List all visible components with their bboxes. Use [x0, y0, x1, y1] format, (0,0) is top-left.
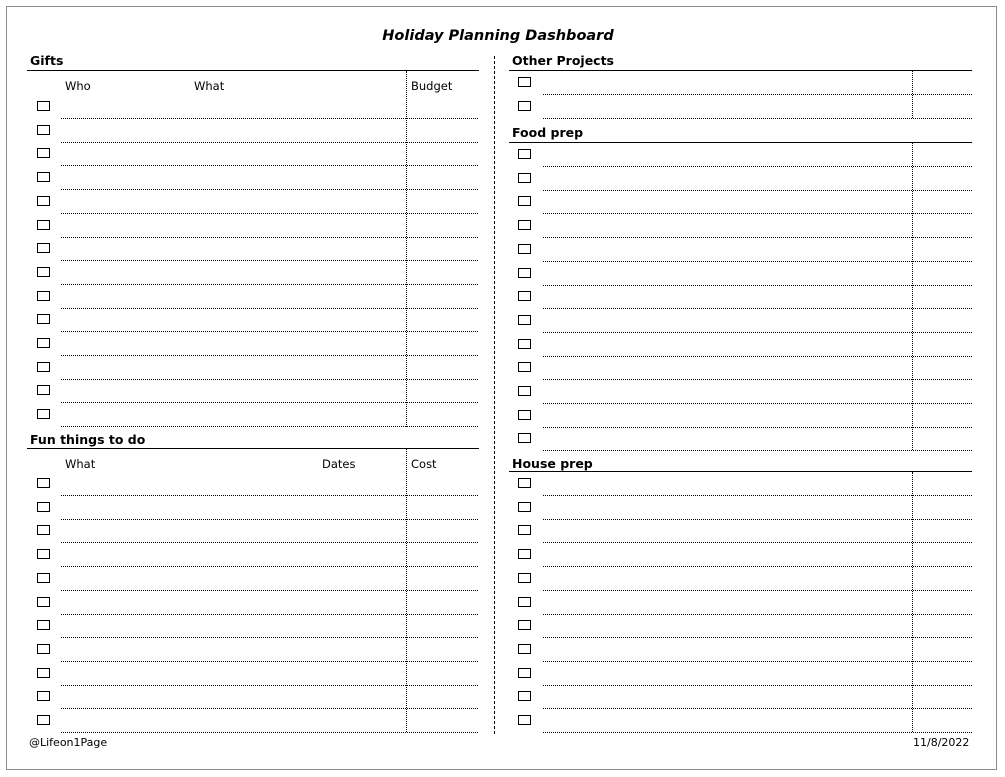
fun-checkbox[interactable] — [37, 478, 50, 488]
gifts-row-line — [61, 379, 478, 380]
house-prep-checkbox[interactable] — [518, 525, 531, 535]
house-prep-row-line — [543, 495, 972, 496]
gifts-checkbox[interactable] — [37, 338, 50, 348]
gifts-row-line — [61, 402, 478, 403]
section-title-gifts: Gifts — [30, 53, 64, 68]
gifts-checkbox[interactable] — [37, 196, 50, 206]
food-prep-checkbox[interactable] — [518, 149, 531, 159]
fun-header-rule — [27, 448, 479, 449]
other-projects-checkbox[interactable] — [518, 77, 531, 87]
house-prep-row-line — [543, 566, 972, 567]
gifts-row-line — [61, 331, 478, 332]
food-prep-row-line — [543, 261, 972, 262]
gifts-row-line — [61, 165, 478, 166]
gifts-row-line — [61, 189, 478, 190]
gifts-checkbox[interactable] — [37, 409, 50, 419]
gifts-row-line — [61, 308, 478, 309]
column-header-dates: Dates — [322, 457, 356, 471]
fun-row-line — [61, 661, 478, 662]
house-prep-checkbox[interactable] — [518, 715, 531, 725]
gifts-checkbox[interactable] — [37, 267, 50, 277]
footer-date: 11/8/2022 — [913, 736, 970, 749]
food-prep-row-line — [543, 213, 972, 214]
gifts-row-line — [61, 355, 478, 356]
gifts-checkbox[interactable] — [37, 220, 50, 230]
food-prep-checkbox[interactable] — [518, 433, 531, 443]
column-header-cost: Cost — [411, 457, 437, 471]
gifts-checkbox[interactable] — [37, 148, 50, 158]
column-header-who: Who — [65, 79, 91, 93]
house-prep-checkbox[interactable] — [518, 597, 531, 607]
other-projects-row-line — [543, 94, 972, 95]
food-prep-row-line — [543, 166, 972, 167]
section-title-house-prep: House prep — [512, 456, 593, 471]
house-prep-header-rule — [509, 471, 972, 472]
house-prep-row-line — [543, 590, 972, 591]
food-prep-row-line — [543, 450, 972, 451]
food-prep-checkbox[interactable] — [518, 386, 531, 396]
house-prep-checkbox[interactable] — [518, 620, 531, 630]
column-header-budget: Budget — [411, 79, 453, 93]
food-prep-checkbox[interactable] — [518, 268, 531, 278]
fun-row-line — [61, 732, 478, 733]
gifts-row-line — [61, 260, 478, 261]
house-prep-row-line — [543, 542, 972, 543]
column-header-what-fun: What — [65, 457, 96, 471]
house-prep-row-line — [543, 519, 972, 520]
house-prep-checkbox[interactable] — [518, 668, 531, 678]
food-prep-row-line — [543, 427, 972, 428]
other-projects-header-rule — [509, 70, 972, 71]
other-projects-row-line — [543, 118, 972, 119]
fun-row-line — [61, 637, 478, 638]
house-prep-row-line — [543, 708, 972, 709]
food-prep-checkbox[interactable] — [518, 362, 531, 372]
column-divider — [494, 56, 495, 734]
fun-row-line — [61, 542, 478, 543]
gifts-checkbox[interactable] — [37, 243, 50, 253]
food-prep-checkbox[interactable] — [518, 339, 531, 349]
food-prep-checkbox[interactable] — [518, 410, 531, 420]
fun-checkbox[interactable] — [37, 549, 50, 559]
house-prep-checkbox[interactable] — [518, 691, 531, 701]
fun-checkbox[interactable] — [37, 597, 50, 607]
house-prep-checkbox[interactable] — [518, 573, 531, 583]
column-header-what: What — [194, 79, 225, 93]
food-prep-row-line — [543, 403, 972, 404]
fun-checkbox[interactable] — [37, 691, 50, 701]
gifts-checkbox[interactable] — [37, 362, 50, 372]
house-prep-checkbox[interactable] — [518, 644, 531, 654]
food-prep-row-line — [543, 356, 972, 357]
gifts-column-divider — [406, 71, 407, 427]
food-prep-row-line — [543, 332, 972, 333]
section-title-fun: Fun things to do — [30, 432, 146, 447]
gifts-row-line — [61, 284, 478, 285]
fun-row-line — [61, 495, 478, 496]
gifts-checkbox[interactable] — [37, 385, 50, 395]
fun-checkbox[interactable] — [37, 502, 50, 512]
food-prep-row-line — [543, 237, 972, 238]
gifts-row-line — [61, 213, 478, 214]
gifts-header-rule — [27, 70, 479, 71]
food-prep-row-line — [543, 379, 972, 380]
house-prep-row-line — [543, 732, 972, 733]
other-projects-checkbox[interactable] — [518, 101, 531, 111]
food-prep-row-line — [543, 285, 972, 286]
fun-row-line — [61, 614, 478, 615]
house-prep-row-line — [543, 614, 972, 615]
fun-row-line — [61, 590, 478, 591]
gifts-row-line — [61, 426, 478, 427]
food-prep-row-line — [543, 190, 972, 191]
gifts-checkbox[interactable] — [37, 291, 50, 301]
food-prep-header-rule — [509, 142, 972, 143]
fun-checkbox[interactable] — [37, 668, 50, 678]
food-prep-checkbox[interactable] — [518, 315, 531, 325]
food-prep-checkbox[interactable] — [518, 244, 531, 254]
food-prep-checkbox[interactable] — [518, 173, 531, 183]
fun-checkbox[interactable] — [37, 644, 50, 654]
fun-checkbox[interactable] — [37, 525, 50, 535]
gifts-checkbox[interactable] — [37, 101, 50, 111]
house-prep-checkbox[interactable] — [518, 549, 531, 559]
section-title-food-prep: Food prep — [512, 125, 584, 140]
house-prep-row-line — [543, 637, 972, 638]
house-prep-checkbox[interactable] — [518, 478, 531, 488]
dashboard-sheet — [6, 6, 997, 770]
fun-checkbox[interactable] — [37, 715, 50, 725]
food-prep-checkbox[interactable] — [518, 220, 531, 230]
gifts-row-line — [61, 142, 478, 143]
gifts-checkbox[interactable] — [37, 125, 50, 135]
food-prep-checkbox[interactable] — [518, 291, 531, 301]
house-prep-checkbox[interactable] — [518, 502, 531, 512]
fun-checkbox[interactable] — [37, 620, 50, 630]
gifts-checkbox[interactable] — [37, 172, 50, 182]
gifts-row-line — [61, 118, 478, 119]
house-prep-column-divider — [912, 472, 913, 732]
food-prep-row-line — [543, 308, 972, 309]
house-prep-row-line — [543, 661, 972, 662]
food-prep-checkbox[interactable] — [518, 196, 531, 206]
house-prep-row-line — [543, 685, 972, 686]
fun-row-line — [61, 566, 478, 567]
section-title-other-projects: Other Projects — [512, 53, 614, 68]
fun-row-line — [61, 519, 478, 520]
fun-checkbox[interactable] — [37, 573, 50, 583]
gifts-row-line — [61, 237, 478, 238]
footer-handle: @Lifeon1Page — [29, 736, 108, 749]
gifts-checkbox[interactable] — [37, 314, 50, 324]
page-title: Holiday Planning Dashboard — [382, 28, 614, 44]
fun-row-line — [61, 685, 478, 686]
fun-row-line — [61, 708, 478, 709]
